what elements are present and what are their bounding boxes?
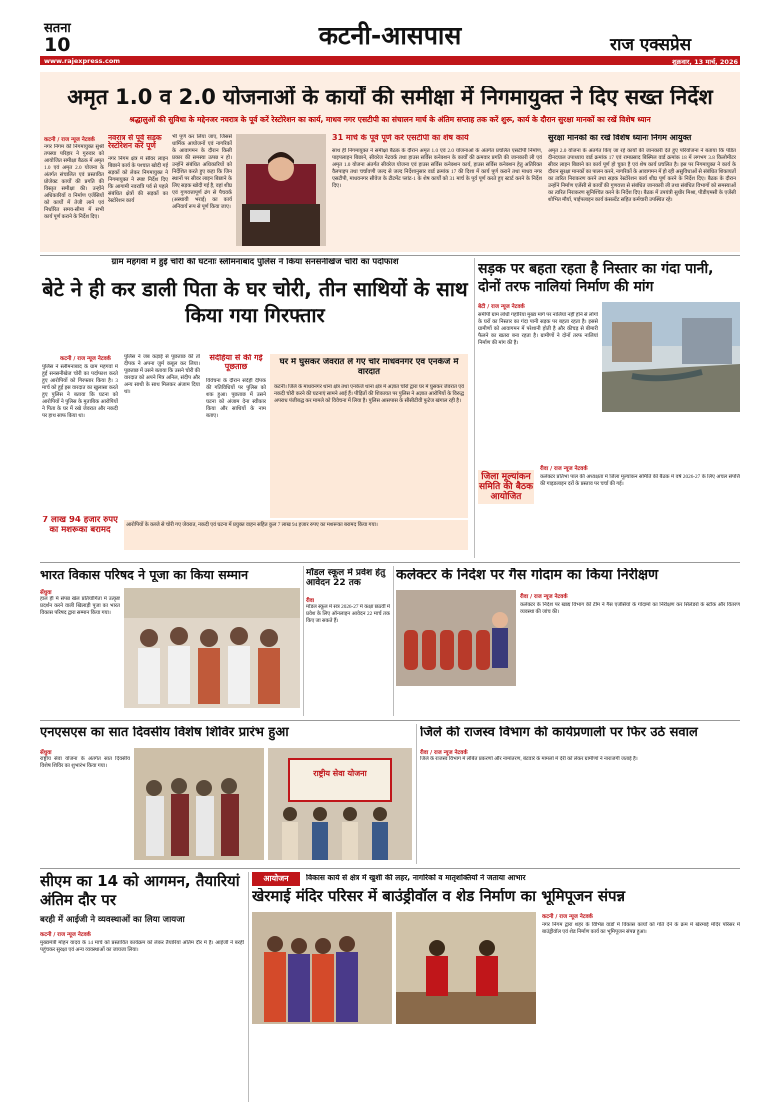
theft-byline: कटनी / राज न्यूज नेटवर्क — [60, 356, 111, 362]
temple-photo-1 — [252, 912, 392, 1024]
divider — [40, 720, 740, 721]
bvp-byline: सेंधुवा — [40, 590, 52, 596]
temple-byline: कटनी / राज न्यूज नेटवर्क — [542, 914, 593, 920]
top-story-col2: नगर निगम क्षेत्र में सीवर लाइन बिछाने कार्य के पश्चात खोदी गई सड़कों को लेकर निगमायुक्त ने निगमायुक्त ने स्पष्ट निर्देश दिए कि आगामी नवरात्रि पर्व से पहले संबंधित क्षेत्रों की सड़कों का रेस्टोरेशन कार्य — [108, 156, 168, 204]
side-byline: रीवा / राज न्यूज नेटवर्क — [540, 466, 588, 472]
theft-sidebar-title: संदेहिया से की गई पूछताछ — [209, 354, 263, 371]
temple-kicker: विकास कार्य से क्षेत्र में खुशी की लहर, नागरिकों व मातृशक्तियों ने जताया आभार — [306, 874, 526, 882]
section-title: कटनी-आसपास — [318, 21, 462, 50]
gas-story — [396, 566, 740, 716]
gas-headline: कलेक्टर के निर्देश पर गैस गोदाम का किया निरीक्षण — [396, 568, 659, 583]
cm-byline: कटनी / राज न्यूज नेटवर्क — [40, 932, 91, 938]
temple-tag: आयोजन — [252, 872, 300, 886]
side-text: कलेक्टर प्रतिभा पाल की अध्यक्षता में जिला मूल्यांकन समिति की बैठक में वर्ष 2026-27 के लिए अचल संपत्ति की गाइडलाइन दरों के प्रस्ताव पर चर्चा की गई। — [540, 474, 740, 487]
temple-text: नगर निगम द्वारा शहर के विभिन्न वार्डों में विकास कार्यों को गति देने के क्रम में खेरमाई मंदिर परिसर में बाउंड्रीवॉल एवं शेड निर्माण कार्य का भूमिपूजन संपन्न हुआ। — [542, 922, 740, 935]
top-story-col4: साथ ही निगमायुक्त ने समीक्षा बैठक के दौरान अमृत 1.0 एवं 2.0 योजनाओं के अंतर्गत प्रचलित एसटीपी निर्माण, पाइपलाइन बिछाने, सीवरेज नेटवर्क तथा हाउस सर्विस कनेक्शन के कार्यों की क्रमवार प्रगति की जानकारी ली एवं अमृत 1.0 योजना अंतर्गत सीवरेज योजना एवं हाउस सर्विस कनेक्शन कार्य, हाउस सर्विस कनेक्शन हेतु अतिरिक्त वैलपाइप तथा चर्चावणी जल्द से जल्द निर्देशानुसार वार्ड क्रमांक 17 की दिशा में कार्य पूर्ण कराने तथा माधव नगर एसटीपी, माधवनगर सीवेज के टीटमेंट प्लांट-1 के शेष कार्यों को 31 मार्च के पूर्व पूर्ण करते हुए स्टार्ट करने के निर्देश दिए। — [332, 148, 542, 189]
top-story-col1: नगर निगम की निगमायुक्त सुश्री तपस्या परिहार ने गुरुवार को आयोजित समीक्षा बैठक में अमृत 1.0 एवं अमृत 2.0 योजना के अंतर्गत संचालित एवं प्रस्तावित प्रोजेक्ट कार्यों की प्रगति की विस्तृत समीक्षा की। उन्होंने अधिकारियों व निर्माण एजेंसियों को कार्यों में तेजी लाने एवं निर्धारित समय-सीमा में सभी कार्य पूर्ण कराने के निर्देश दिए। — [44, 144, 104, 220]
bvp-photo — [124, 588, 300, 708]
divider — [40, 868, 740, 869]
nss-photo-1 — [134, 748, 264, 860]
divider — [416, 724, 417, 864]
date: शुक्रवार, 13 मार्च, 2026 — [672, 58, 738, 66]
gas-text: कलेक्टर के निर्देश पर खाद्य विभाग की टीम ने गैस एजेंसियों के गोदामों का निरीक्षण कर सिलेंडरों के स्टॉक और वितरण व्यवस्था की जांच की। — [520, 602, 740, 615]
top-story-headline: अमृत 1.0 व 2.0 योजनाओं के कार्यों की समीक्षा में निगमायुक्त ने दिए सख्त निर्देश — [67, 86, 713, 109]
website[interactable]: www.rajexpress.com — [44, 57, 121, 65]
officer-photo — [236, 134, 326, 246]
theft-headline: बेटे ने ही कर डाली पिता के घर चोरी, तीन साथियों के साथ किया गया गिरफ्तार — [42, 277, 468, 327]
model-school-headline: मॉडल स्कूल में प्रवेश हेतु आवेदन 22 तक — [306, 568, 386, 589]
nss-byline: सेंधुवा — [40, 750, 52, 756]
theft-box-title: घर में घुसकर जेवरात ले गए चोर माधवनगर एवं एनकेजे में वारदात — [279, 358, 459, 377]
divider — [474, 258, 475, 558]
divider — [40, 562, 740, 563]
drain-story — [478, 258, 740, 558]
theft-col1: पुलिस ने स्लीमनाबाद के ग्राम महगवां में हुई सनसनीखेज चोरी का पर्दाफाश करते हुए आरोपियों को गिरफ्तार किया है। 3 मार्च को हुई इस वारदात का खुलासा करते हुए पुलिस ने बताया कि घटना को आरोपियों ने पुलिस के मुताबिक आरोपियों ने पिता के घर में रखे जेवरात और नकदी पर हाथ साफ किया था। — [42, 364, 118, 419]
cm-headline: सीएम का 14 को आगमन, तैयारियां अंतिम दौर पर — [40, 872, 240, 909]
divider — [40, 255, 740, 256]
model-school-byline: रीवा — [306, 598, 315, 604]
top-story-sub2: 31 मार्च के पूर्व पूर्ण करें एसटीपी का शेष कार्य — [332, 134, 469, 142]
nss-story — [40, 724, 412, 864]
divider — [248, 872, 249, 1102]
divider — [393, 566, 394, 716]
bvp-headline: भारत विकास परिषद ने पूजा का किया सम्मान — [40, 568, 249, 582]
header-left-label: सतना — [44, 21, 71, 36]
model-school-story — [306, 566, 390, 716]
top-story-col3: भी पूर्ण कर लिया जाए, जिससे धार्मिक आयोजनों एवं नागरिकों के आवागमन के दौरान किसी प्रकार की समस्या उत्पन्न न हो। उन्होंने संबंधित अधिकारियों को निर्देशित करते हुए कहा कि जिन स्थानों पर सीवर लाइन बिछाने के लिए सड़क खोदी गई है, वहां शीघ्र एवं गुणवत्तापूर्ण ढंग से पैचवर्क (अस्थायी भराई) का कार्य अनिवार्य रूप से पूर्ण किया जाए। — [172, 134, 232, 210]
bvp-text: हाल ही में संपन्न खेल प्रतियोगिता में उत्कृष्ट प्रदर्शन करने वाली खिलाड़ी पूजा का भारत विकास परिषद द्वारा सम्मान किया गया। — [40, 596, 120, 616]
revenue-story — [420, 724, 740, 864]
top-story-sub3: सुरक्षा मानकों का रखें विशेष ध्यानः निगम आयुक्त — [548, 134, 692, 142]
theft-sidebar-text: विवेचना के दौरान संदेही दीपक की गतिविधियों पर पुलिस को शक हुआ। पूछताछ में उसने घटना को अंजाम देना स्वीकार किया और साथियों के नाम बताए। — [206, 378, 266, 419]
gas-byline: रीवा / राज न्यूज नेटवर्क — [520, 594, 568, 600]
top-story-byline: कटनी / राज न्यूज नेटवर्क — [44, 137, 95, 143]
revenue-byline: रीवा / राज न्यूज नेटवर्क — [420, 750, 468, 756]
drain-byline: बेटी / राज न्यूज नेटवर्क — [478, 304, 525, 310]
theft-kicker: ग्राम महगवां में हुई चोरी की घटनाः स्लीमनाबाद पुलिस ने किया सनसनीखेज चोरी का पर्दाफाश — [111, 258, 399, 267]
theft-col2: पुलिस ने जब कड़ाई से पूछताछ की तो दीपक ने अपना जुर्म कबूल कर लिया। पूछताछ में उसने बताया कि उसने चोरी की वारदात को अपने मित्र अनिल, संदीप और अन्य साथी के साथ मिलकर अंजाम दिया था। — [124, 354, 200, 395]
cm-story — [40, 872, 244, 1102]
recovery-label: 7 लाख 94 हजार रुपए का मशरूका बरामद — [42, 516, 118, 535]
top-story — [40, 72, 740, 252]
theft-story — [40, 258, 470, 558]
temple-photo-2 — [396, 912, 536, 1024]
nss-people-icon — [268, 804, 412, 860]
drain-col1: समीपी ग्राम लोधी गहोरिया मुख्य मार्ग पर नालियां नहीं होने से लोगों के घरों का निस्तार का गंदा पानी सड़क पर बहता रहता है। इससे ग्रामीणों को आवागमन में परेशानी होती है और कीचड़ से बीमारी फैलने का खतरा बना रहता है। ग्रामीणों ने दोनों तरफ नालियां निर्माण की मांग की है। — [478, 312, 598, 346]
revenue-headline: जिले की राजस्व विभाग की कार्यप्रणाली पर फिर उठे सवाल — [420, 726, 698, 740]
top-story-subhead: श्रद्धालुओं की सुविधा के मद्देनजर नवरात्र के पूर्व करें रेस्टोरेशन का कार्य, माधव नगर एसटीपी का संचालन मार्च के अंतिम सप्ताह तक करें शुरू, कार्य के दौरान सुरक्षा मानकों का रखें विशेष ध्यान — [129, 115, 651, 124]
theft-box-text: कटनी। जिले के माधवनगर थाना क्षेत्र तथा एनकेजे थाना क्षेत्र में अज्ञात चोरों द्वारा घर में घुसकर जेवरात एवं नकदी चोरी करने की घटनाएं सामने आई हैं। पीड़ितों की शिकायत पर पुलिस ने अज्ञात आरोपियों के विरुद्ध अपराध पंजीबद्ध कर मामले को विवेचना में लिया है। पुलिस आसपास के सीसीटीवी फुटेज खंगाल रही है। — [274, 384, 464, 404]
nss-banner-photo — [268, 748, 412, 860]
page-number: 10 — [44, 34, 71, 56]
brand: राज एक्सप्रेस — [610, 35, 692, 55]
theft-box — [270, 354, 468, 518]
bvp-story — [40, 566, 300, 716]
divider — [303, 566, 304, 716]
side-title: जिला मूल्यांकन समिति की बैठक आयोजित — [478, 470, 534, 504]
page-header — [0, 0, 778, 68]
revenue-text: जिले के राजस्व विभाग में लंबित प्रकरणों और नामांतरण, बंटवारे के मामलों में देरी को लेकर ग्रामीणों ने नाराजगी जताई है। — [420, 756, 638, 762]
gas-photo — [396, 590, 516, 686]
top-story-col5: अमृत 2.0 योजना के अंतर्गत किए जा रहे कार्यों की जानकारी देते हुए परियोजना ने बताया कि पंडित दीनदयाल उपाध्याय वार्ड क्रमांक 17 एवं रामप्रसाद बिस्मिल वार्ड क्रमांक 18 में लगभग 3.8 किलोमीटर सीवर लाइन बिछाने का कार्य पूर्ण हो चुका है एवं शेष कार्य प्रचलित है। इस पर निगमायुक्त ने कार्य के दौरान सुरक्षा मानकों का पालन करने, नागरिकों के आवागमन में हो रही असुविधाओं से संबंधित शिकायतों का त्वरित निराकरण करने तथा सड़क रेस्टोरेशन कार्य शीघ्र पूर्ण करने के निर्देश दिए। बैठक के दौरान उन्होंने निर्माण एजेंसी से कार्यों की गुणवत्ता से संबंधित जानकारी ली तथा संबंधित विभागों को समस्याओं का त्वरित निराकरण सुनिश्चित करने के निर्देश दिए। बैठक में उपयंत्री सुधीर मिश्रा, पीडीएमसी के एजेंसी शोभित मौर्या, पाईपलाइन कार्य कंसल्टेंट सहित कर्मचारी उपस्थित रहे। — [548, 148, 736, 203]
nss-banner-text: राष्ट्रीय सेवा योजना — [313, 769, 367, 778]
drain-photo — [602, 302, 740, 412]
nss-headline: एनएसएस का सात दिवसीय विशेष शिविर प्रारंभ हुआ — [40, 726, 289, 740]
temple-headline: खेरमाई मंदिर परिसर में बाउंड्रीवॉल व शेड निर्माण का भूमिपूजन संपन्न — [252, 888, 626, 905]
recovery-text: आरोपियों के कब्जे से चोरी गए जेवरात, नकदी एवं घटना में प्रयुक्त वाहन सहित कुल 7 लाख 94 हजार रुपए का मशरूका बरामद किया गया। — [124, 520, 468, 550]
temple-story — [252, 872, 740, 1102]
nss-text: राष्ट्रीय सेवा योजना के अंतर्गत सात दिवसीय विशेष शिविर का शुभारंभ किया गया। — [40, 756, 130, 769]
cm-text: मुख्यमंत्री मोहन यादव के 14 मार्च को प्रस्तावित कार्यक्रम को लेकर तैयारियां अंतिम दौर में हैं। आईजी ने बरही पहुंचकर सुरक्षा एवं अन्य व्यवस्थाओं का जायजा लिया। — [40, 940, 244, 953]
drain-headline: सड़क पर बहता रहता है निस्तार का गंदा पानी, दोनों तरफ नालियां निर्माण की मांग — [478, 261, 714, 295]
nss-banner — [288, 758, 392, 802]
top-story-sub1: नवरात्र से पूर्व सड़क रेस्टोरेशन करें पूर्ण — [108, 134, 162, 151]
model-school-text: मॉडल स्कूल में सत्र 2026-27 में कक्षा छठवीं में प्रवेश के लिए ऑनलाइन आवेदन 22 मार्च तक किए जा सकते हैं। — [306, 604, 390, 624]
cm-subhead: बरही में आईजी ने व्यवस्थाओं का लिया जायजा — [40, 915, 185, 925]
